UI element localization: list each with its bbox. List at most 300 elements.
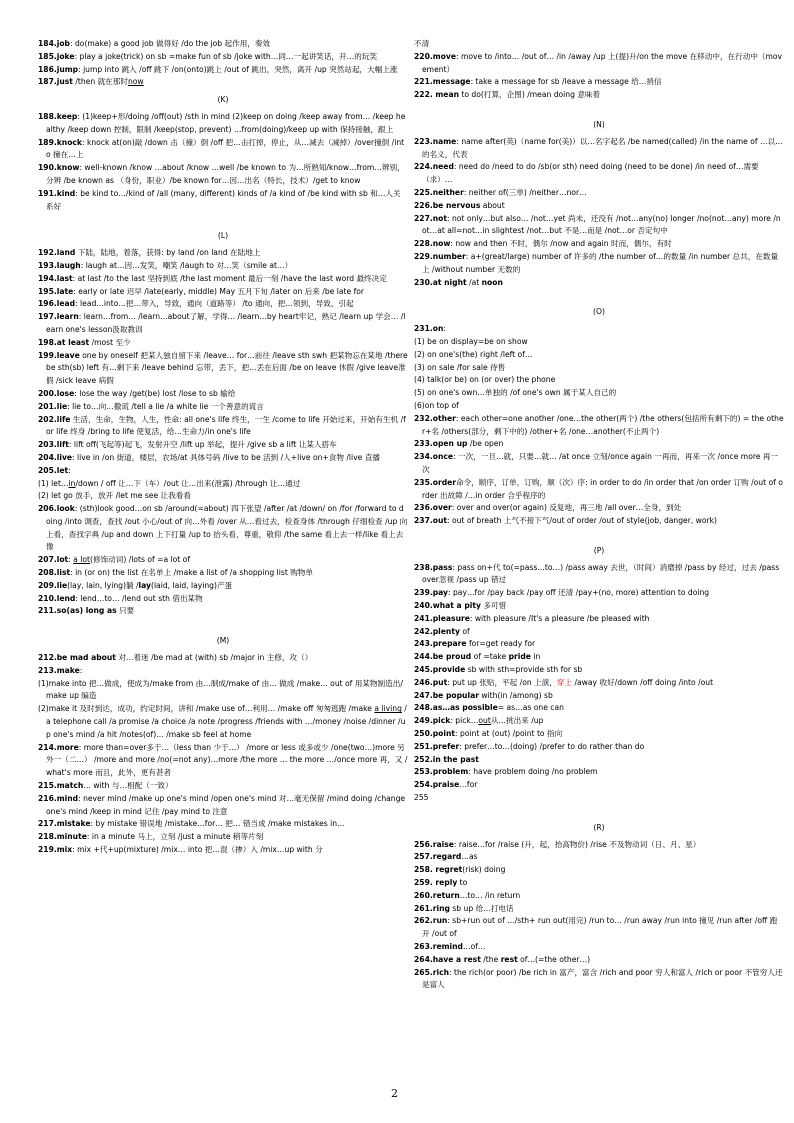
section-letter-heading: (M) [216,636,230,646]
vocab-entry [414,839,784,852]
vocab-entry [38,286,408,299]
entry-keyword: 199.leave [38,350,80,360]
section-spacer [414,289,784,301]
entry-text: : well-known /know …about /know …well /be known to 为…所熟知/know…from…辨别，分辨 /be known as （身份，职业）/be known for…因…出名（特长，技术）/get to know [46,163,405,185]
entry-text: (2)make it 及时到达，成功，约定时间，讲和 /make use of…利用… /make off 匆匆逃跑 /make [38,704,375,714]
entry-text: : knock at(on)敲 /down 击（撞）倒 /off 把…击打掉，停止，从…减去（减掉）/over撞倒 /into 撞在…上 [46,137,405,160]
entry-text: : the rich(or poor) /be rich in 富产，富含 /rich and poor 穷人和富人 /rich or poor 不管穷人还是富人 [422,967,783,990]
vocab-entry [414,89,784,102]
entry-keyword: 196.lead [38,299,76,309]
highlighted-text: 穿上 [556,677,573,687]
section-letter-heading: (K) [217,95,229,105]
vocab-entry [414,690,784,703]
entry-text: : each other=one another /one…the other(两个) /the others(包括所有剩下的) = the other+名 /others(部分，剩下中的) /other+名 /one…another(不止两个) [422,413,784,436]
vocab-entry [38,605,408,618]
entry-keyword: rest [500,954,518,964]
entry-keyword: 258. regret [414,865,463,875]
vocab-entry [38,311,408,337]
entry-text: : sb+run out of …/sth+ run out(用完) /run to… /run away /run into 撞见 /run after /off 跑开 /out of [422,916,778,939]
entry-keyword: 211.so(as) long as [38,606,117,616]
entry-keyword: 240.what a pity [414,601,481,611]
entry-text: : [79,665,83,675]
entry-text: (1)make into 把…做成，使成为/make from 由…制成/make of 由… 做成 /make… out of 用某物制造出/make up 编造 [38,678,403,701]
entry-keyword: 243.prepare [414,639,467,649]
entry-keyword: 191.kind [38,188,76,198]
entry-text: : a+(great/large) number of 许多的 /the number of…的数量 /in number 总共，在数量上 /without number 无数的 [422,251,779,274]
entry-text: : over and over(or again) 反复地，再三地 /all over…全身，到处 [451,503,682,513]
vocab-entry [38,64,408,77]
underlined-text: a lot [73,555,90,565]
entry-keyword: 194.last [38,273,73,283]
vocab-entry [38,742,408,780]
section-letter-heading: (R) [593,822,605,832]
vocab-entry [38,818,408,831]
entry-subline [38,678,408,704]
vocab-entry [414,877,784,890]
entry-keyword: 210.lend [38,593,76,603]
entry-text: …as [461,852,478,862]
entry-text: : now and then 不时，偶尔 /now and again 时而，偶尔，有时 [450,239,672,249]
vocab-entry [414,766,784,779]
vocab-entry [38,580,408,593]
vocab-entry [414,238,784,251]
entry-keyword: 207.lot [38,555,69,565]
vocab-entry [414,715,784,728]
section-spacer [414,805,784,817]
entry-keyword: 256.raise [414,839,454,849]
entry-keyword: 250.point [414,729,456,739]
entry-keyword: 241.pleasure [414,613,470,623]
vocab-entry [414,213,784,239]
entry-keyword: 232.other [414,413,456,423]
left-column [38,38,408,857]
entry-text: : laugh at…因…发笑，嘲笑 /laugh to 对…笑（smile at…） [80,260,293,270]
entry-text: : 一次，一旦…就，只要…就… /at once 立刻/once again 一再而，再来一次 /once more 再一次 [422,452,779,474]
entry-keyword: 249.pick [414,716,451,726]
underlined-text: a living [374,704,402,714]
entry-text: of [459,626,470,636]
vocab-entry [38,780,408,793]
entry-keyword: 221.message [414,77,471,87]
vocab-entry [414,754,784,767]
entry-text: : live in /on 街道，楼层，农场/at 具体号码 /live to be 活到 /人+live on+食物 /live 直播 [72,452,380,462]
vocab-entry [414,779,784,792]
entry-keyword: 261.ring [414,903,450,913]
entry-keyword: 242.plenty [414,626,460,636]
entry-subline [414,336,784,349]
entry-text: : [68,465,71,475]
section-spacer [414,102,784,114]
vocab-entry [38,465,408,478]
entry-subline [38,490,408,503]
entry-text: : lend…to… /lend out sth 借出某物 [75,593,203,603]
section-letter-heading: (L) [217,231,229,241]
entry-text: 下陆，陆地，着落，获得: by land /on land 在陆地上 [75,248,261,258]
entry-keyword: 231.on [414,324,444,334]
entry-text: : early or late 迟早 /late(early, middle) May 五月下旬 /later on 后来 /be late for [73,286,365,296]
entry-text: 只要 [116,606,135,616]
entry-keyword: 265.rich [414,967,449,977]
entry-keyword: 233.open up [414,439,468,449]
vocab-entry [38,350,408,388]
entry-keyword: 197.learn [38,312,79,322]
vocab-entry [414,890,784,903]
entry-text: (lay, lain, lying)躺 / [67,580,139,590]
entry-keyword: 185.joke [38,51,75,61]
entry-keyword: 220.move [414,51,456,61]
vocab-entry [38,111,408,137]
entry-keyword: 189.knock [38,137,82,147]
section-letter-heading: (N) [593,119,605,129]
entry-text: : in (or on) the list 在名单上 /make a list of /a shopping list 购物单 [70,568,313,578]
entry-text: : be kind to…/kind of /all (many, different) kinds of /a kind of /be kind with sb 和…人关系好 [46,188,401,211]
entry-keyword: 247.be popular [414,690,479,700]
vocab-entry [414,502,784,515]
entry-text: (1) let… [38,478,69,488]
entry-text: /down / off 让…下（车）/out 让…出来(泄露) /through 让…通过 [75,478,301,488]
entry-text: : [443,324,446,334]
entry-keyword: 262.run [414,916,448,926]
vocab-entry [414,413,784,439]
entry-text: /the [480,954,501,964]
section-spacer [38,213,408,225]
entry-text: 命令，顺序，订单，订购，顺（次）序: in order to do /in order that /on order 订购 /out of order 出故障 /…in order 合乎程序的 [422,477,783,500]
entry-text: in [530,652,541,662]
entry-keyword: 204.live [38,452,73,462]
entry-text: 对…着迷 /be mad at (with) sb /major in 主修，攻（） [115,653,313,663]
entry-text: (2) on one's(the) right /left of… [414,349,533,359]
entry-text: : more than=over多于…（less than 少于…） /more or less 或多或少 /one(two…)more 另外一（二…） /more and more /no(=not any)…more /the more … the more …/once more 再，又 /what's more 而且，此外，更有甚者 [46,742,408,778]
entry-keyword: 263.remind [414,942,463,951]
entry-keyword: 246.put [414,677,448,687]
entry-text: : learn…from… /learn…about了解，学得… /learn…by heart牢记，熟记 /learn up 学会… /learn one's lesson汲取教训 [46,312,406,334]
vocab-entry [414,702,784,715]
vocab-entry [38,567,408,580]
entry-text: … with 与…相配（一致） [83,781,173,791]
vocab-entry [414,941,784,954]
entry-text: 多可惜 [480,601,507,611]
entry-keyword: 203.lift [38,440,69,450]
entry-text: : (1)keep+形/doing /off(out) /sth in mind (2)keep on doing /keep away from… /keep healthy /keep down 控制，限制 /keep(stop, prevent) …from(doing)/keep up with 保持接触，跟上 [46,111,406,134]
entry-keyword: 195.late [38,286,74,296]
entry-text: /most 至少 [89,337,131,347]
vocab-entry [38,38,408,51]
entry-text: : not only…but also… /not…yet 尚未，还没有 /not…any(no) longer /no(not…any) more /not…at all=not…in slightest /not…but 不是…而是 /not…or 否定句中 [422,213,781,236]
vocab-entry [38,388,408,401]
entry-keyword: 260.return [414,890,460,900]
entry-text: : take a message for sb /leave a message 给…捎信 [470,77,662,87]
vocab-entry [414,626,784,639]
entry-keyword: 229.number [414,251,466,261]
vocab-entry [414,451,784,477]
entry-text: 255 [414,793,429,803]
entry-subline [38,478,408,491]
entry-keyword: 218.minute [38,832,87,842]
vocab-entry [414,967,784,993]
entry-text: of =take [471,652,509,662]
entry-text: (4) talk(or be) on (or over) the phone [414,375,556,385]
entry-subline [38,703,408,741]
entry-text: 不清 [414,39,430,48]
entry-text: : name after(英)（name for(美)）以…名字起名 /be named(called) /in the name of …以…的名义，代表 [422,136,783,159]
entry-text: : need do /need to do /sb(or sth) need doing (need to be done) /in need of…需要（求）… [422,162,759,185]
vocab-entry [38,260,408,273]
vocab-entry [38,298,408,311]
entry-keyword: 224.need [414,162,454,172]
entry-subline [414,38,784,51]
entry-text: : mix +代+up(mixture) /mix… into 把…混（掺）入 /mix…up with 分 [72,845,323,855]
vocab-entry [414,587,784,600]
entry-keyword: 198.at least [38,337,90,347]
entry-text: : out of breath 上气不接下气/out of order /out of style(job, danger, work) [447,516,718,526]
entry-text: : do(make) a good job 做得好 /do the job 起作用，奏效 [70,39,271,48]
entry-text: /at [466,277,482,287]
entry-keyword: 252.in the past [414,754,479,764]
entry-keyword: 248.as…as possible [414,703,498,713]
entry-text: (risk) doing [462,865,506,875]
entry-text: /a telephone call /a promise /a choice /a note /progress /friends with …/money /noise /dinner /up one's mind /a hit /notes(of)… /make sb feel at home [46,704,407,739]
vocab-entry [414,76,784,89]
vocab-entry [414,613,784,626]
entry-text: : play a joke(trick) on sb =make fun of sb /joke with…同…一起讲笑话，开…的玩笑 [74,51,378,61]
entry-text: (3) on sale /for sale 待售 [414,362,506,372]
vocab-entry [38,554,408,567]
entry-subline [414,792,784,805]
entry-subline [414,362,784,375]
vocab-entry [38,137,408,163]
entry-text: : pass on+代 to(=pass…to…) /pass away 去世，（时间）消磨掉 /pass by 经过，过去 /pass over忽视 /pass up 错过 [422,562,780,585]
entry-keyword: 257.regard [414,852,462,862]
entry-keyword: 236.over [414,503,452,513]
entry-text: (2) let go 放手，放开 /let me see 让我看看 [38,491,191,501]
entry-keyword: 259. reply [414,878,458,888]
vocab-entry [38,414,408,440]
section-spacer [414,528,784,540]
vocab-entry [414,323,784,336]
underlined-text: in [68,478,76,488]
vocab-entry [38,247,408,260]
vocab-entry [414,187,784,200]
entry-keyword: 213.make [38,665,80,675]
entry-keyword: 223.name [414,136,457,146]
vocab-entry [38,439,408,452]
entry-text: : put up 张贴，平起 /on 上演， [447,677,557,687]
vocab-entry [414,851,784,864]
vocab-entry [414,51,784,77]
vocab-entry [38,665,408,678]
entry-text: about [480,200,505,210]
entry-text: sb with sth=provide sth for sb [465,665,583,675]
underlined-text: out [478,716,491,726]
vocab-entry [414,651,784,664]
entry-keyword: noon [481,277,503,287]
entry-keyword: 251.prefer [414,741,460,751]
entry-keyword: 184.job [38,39,70,48]
entry-keyword: 237.out [414,516,447,526]
entry-keyword: 188.keep [38,111,78,121]
entry-text: (修饰动词) /lots of =a lot of [89,555,190,565]
vocab-entry [414,515,784,528]
vocab-entry [414,477,784,503]
entry-text: of…(=the other…) [517,954,591,964]
entry-text: : at last /to the last 坚持到底 /the last moment 最后一刻 /have the last word 最终决定 [72,273,387,283]
entry-keyword: 227.not [414,213,447,223]
right-column [414,38,784,992]
entry-keyword: 228.now [414,239,451,249]
entry-subline [414,349,784,362]
entry-text: /away 收好/down /off doing /into /out [572,677,714,687]
vocab-entry [414,677,784,690]
vocab-entry [38,452,408,465]
entry-keyword: 219.mix [38,845,73,855]
entry-text: …of… [463,942,486,951]
entry-keyword: 205.let [38,465,69,475]
entry-text: …to… /in return [459,890,521,900]
entry-text: : raise…for /raise (升，起，抬高物价) /rise 不及物动词（日、月、星） [453,839,701,849]
entry-keyword: 235.order [414,477,457,487]
entry-text: : lift off(飞起等)起飞，发射升空 /lift up 举起，提升 /give sb a lift 让某人搭车 [68,440,337,450]
entry-keyword: 202.life [38,414,71,424]
entry-text: for=get ready for [466,639,536,649]
entry-text: : point at (out) /point to 指向 [455,729,563,739]
entry-text: (6)on top of [414,400,459,410]
entry-keyword: 245.provide [414,665,466,675]
entry-keyword: 253.problem [414,767,469,777]
vocab-entry [414,954,784,967]
vocab-entry [414,664,784,677]
entry-text: : by mistake 错误地 /mistake…for… 把… 错当成 /make mistakes in… [90,819,345,829]
entry-text: : never mind /make up one's mind /open one's mind 对…毫无保留 /mind doing /change one's mind /keep in mind 记住 /pay mind to 注意 [46,793,406,816]
entry-keyword: 201.lie [38,401,68,411]
entry-text: : lose the way /get(be) lost /lose to sb 输给 [74,388,236,398]
entry-keyword: 216.mind [38,793,79,803]
entry-text: = as…as one can [497,703,564,713]
entry-text: (laid, laid, laying)产蛋 [150,580,233,590]
entry-keyword: 190.know [38,163,80,173]
entry-text: : [68,555,74,565]
entry-keyword: 192.land [38,248,76,258]
vocab-entry [38,503,408,554]
underlined-text: now [127,77,144,87]
entry-keyword: 208.list [38,568,71,578]
entry-text: : move to /into… /out of… /in /away /up 上(提)升/on the move 在移动中，在行动中（movement） [422,51,783,74]
entry-keyword: 186.jump [38,64,79,74]
vocab-entry [38,793,408,819]
vocab-entry [414,438,784,451]
entry-keyword: 209.lie [38,580,68,590]
vocab-entry [414,638,784,651]
vocab-entry [414,562,784,588]
vocab-entry [414,600,784,613]
entry-keyword: 230.at night [414,277,467,287]
entry-text: : jump into 跳入 /off 跳下 /on(onto)跳上 /out of 跳出，突然，离开 /up 突然站起，大幅上涨 [78,64,398,74]
entry-text: to do(打算，企图) /mean doing 意味着 [458,90,601,100]
vocab-entry [414,277,784,290]
section-spacer [38,618,408,630]
section-letter-heading: (P) [593,545,605,555]
vocab-entry [38,273,408,286]
entry-keyword: 206.look [38,504,75,514]
vocab-entry [414,161,784,187]
entry-text: : (sth)look good…on sb /around(=about) 四下张望 /after /at /down/ on /for /forward to doing /into 调查，查找 /out 小心/out of 向…外看 /over 从…看过去，检查身体 /through 仔细检查 /up 向上看，查找字典 /up and down 上下打量 /up to 抬头看，尊重，敬仰 /the same 看上去一样/like 看上去像 [46,504,408,552]
vocab-entry [414,728,784,741]
entry-keyword: 215.match [38,781,84,791]
vocab-entry [414,200,784,213]
entry-text: one by oneself 把某人独自留下来 /leave… for…前往 /leave sth swh 把某物忘在某地 /there be sth(sb) left 有…剩下来 /leave behind 忘带，丢下，把…丢在后面 /be on leave 休假 /give leave准假 /sick leave 病假 [46,350,408,386]
entry-keyword: lay [138,580,151,590]
vocab-entry [38,401,408,414]
section-letter-heading: (O) [593,307,605,317]
vocab-entry [38,51,408,64]
entry-text: : in a minute 马上，立刻 /just a minute 稍等片刻 [86,832,264,842]
entry-keyword: 217.mistake [38,819,91,829]
entry-keyword: 234.once [414,452,454,462]
entry-keyword: 212.be mad about [38,653,116,663]
vocab-entry [38,337,408,350]
entry-text: : pay…for /pay back /pay off 还清 /pay+(no, more) attention to doing [448,588,710,598]
vocab-entry [38,652,408,665]
entry-text: with(in /among) sb [478,690,553,700]
vocab-entry [38,162,408,188]
entry-text: /be open [467,439,504,449]
entry-keyword: 222. mean [414,90,459,100]
vocab-entry [38,831,408,844]
vocab-entry [414,864,784,877]
entry-keyword: 264.have a rest [414,954,481,964]
entry-subline [414,387,784,400]
entry-text: : lead…into…把…带入，导致，通向（道路等） /to 通向，把…领到，导致，引起 [75,299,354,309]
entry-text: (1) be on display=be on show [414,336,528,346]
vocab-entry [414,251,784,277]
entry-text: : neither of(三单) /neither…nor… [463,187,587,197]
entry-keyword: pride [508,652,531,662]
entry-keyword: 239.pay [414,588,449,598]
entry-text: (5) on one's own…单独的 /of one's own 属于某人自己的 [414,388,617,398]
vocab-entry [414,136,784,162]
entry-text: : prefer…to…(doing) /prefer to do rather than do [459,741,645,751]
entry-keyword: 238.pass [414,562,453,572]
vocab-entry [38,593,408,606]
entry-text: 从…挑出来 /up [490,716,544,726]
vocab-entry [38,844,408,857]
entry-keyword: 225.neither [414,187,464,197]
vocab-entry [414,903,784,916]
entry-text: to [457,878,468,888]
entry-keyword: 214.more [38,742,79,752]
vocab-entry [38,76,408,89]
vocab-entry [414,915,784,941]
entry-text: : lie to…向…撒谎 /tell a lie /a white lie 一个善意的谎言 [67,401,264,411]
entry-text: : pick… [450,716,479,726]
entry-keyword: 193.laugh [38,260,81,270]
entry-keyword: 200.lose [38,388,75,398]
entry-text: …for [459,780,478,790]
entry-keyword: 226.be nervous [414,200,481,210]
entry-keyword: 254.praise [414,780,460,790]
page-number: 2 [391,1087,398,1100]
vocab-entry [414,741,784,754]
entry-text: : have problem doing /no problem [468,767,598,777]
entry-text: : with pleasure /It's a pleasure /be pleased with [469,613,650,623]
entry-subline [414,374,784,387]
entry-subline [414,400,784,413]
entry-text: 生活，生命，生物，人生，性命: all one's life 终生，一生 /come to life 开始过来，开始有生机 /for life 终身 /bring to life 使复活，给…生命力/in one's life [46,414,406,437]
vocab-entry [38,188,408,214]
entry-keyword: 187.just [38,77,73,87]
entry-keyword: 244.be proud [414,652,472,662]
entry-text: sb up 给…打电话 [449,903,514,913]
entry-text: /then 就在那时 [72,77,128,87]
